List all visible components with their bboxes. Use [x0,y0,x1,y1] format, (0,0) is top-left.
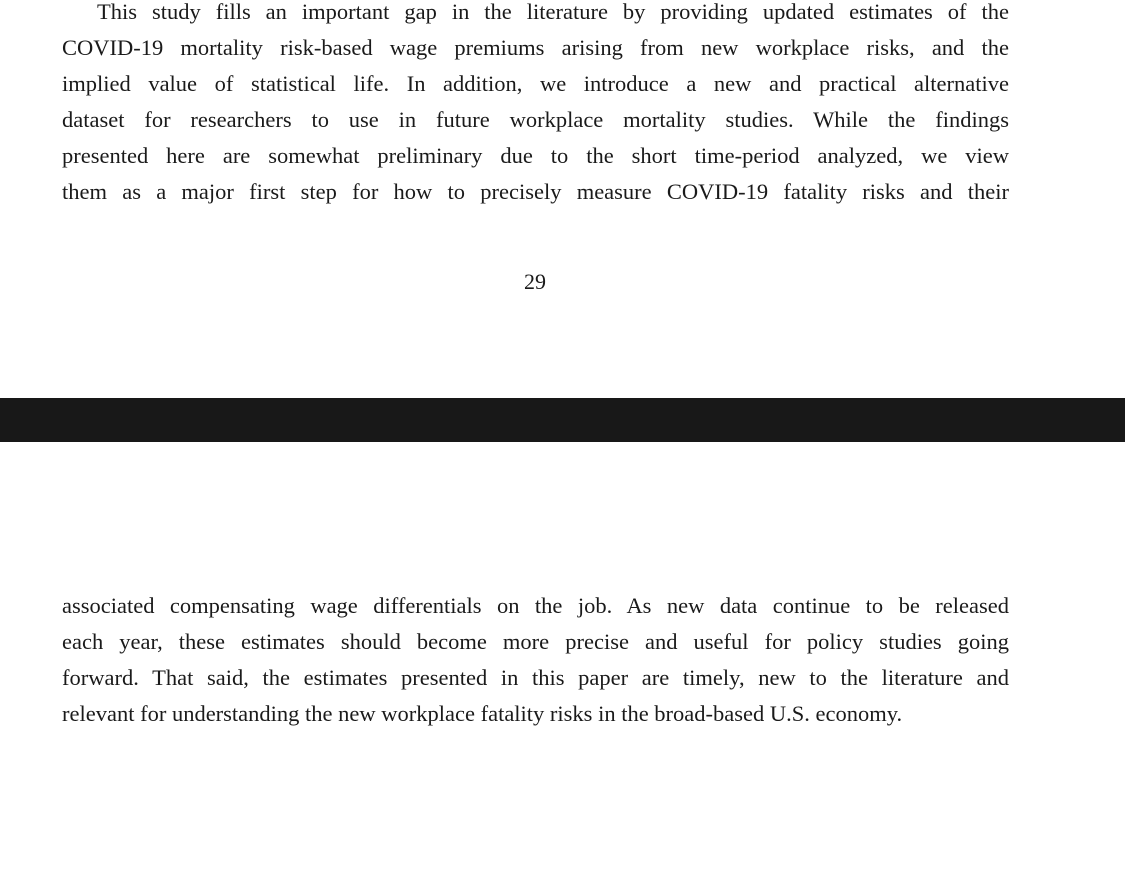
paragraph-line: COVID-19 mortality risk-based wage premiums arising from new workplace risks, and the [62,35,1009,60]
paragraph-line: implied value of statistical life. In addition, we introduce a new and practical alternative [62,71,1009,96]
paragraph-line: relevant for understanding the new workplace fatality risks in the broad-based U.S. economy. [62,701,903,726]
paragraph-line: This study fills an important gap in the literature by providing updated estimates of the [97,0,1009,24]
paragraph-line: forward. That said, the estimates presented in this paper are timely, new to the literature and [62,665,1009,690]
paragraph-line: presented here are somewhat preliminary due to the short time-period analyzed, we view [62,143,1009,168]
page-number: 29 [524,269,546,294]
paragraph-line: each year, these estimates should become more precise and useful for policy studies going [62,629,1009,654]
paragraph-line: associated compensating wage differentials on the job. As new data continue to be released [62,593,1009,618]
page-separator [0,398,1125,442]
paragraph-line: them as a major first step for how to precisely measure COVID-19 fatality risks and their [62,179,1009,204]
page-29 [0,0,1125,398]
page-30 [0,442,1125,869]
paragraph-line: dataset for researchers to use in future workplace mortality studies. While the findings [62,107,1009,132]
